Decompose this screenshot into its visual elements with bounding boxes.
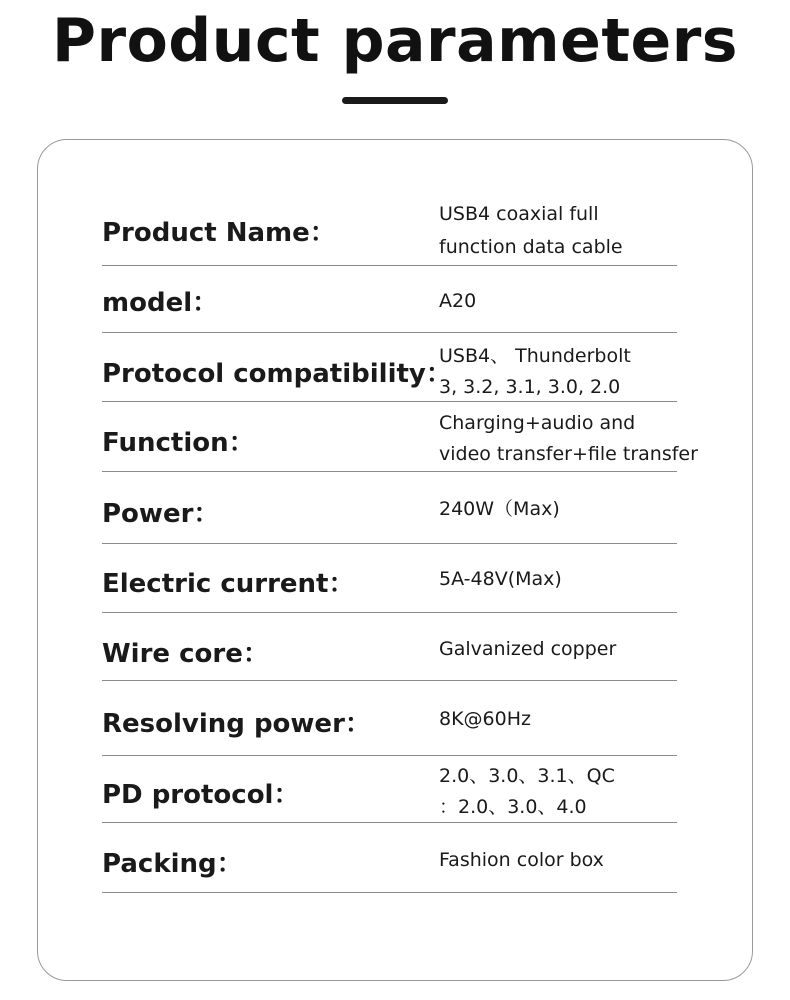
param-row <box>102 333 677 402</box>
param-value-line: 3, 3.2, 3.1, 3.0, 2.0 <box>439 376 621 398</box>
param-label: Wire core： <box>102 639 269 669</box>
param-row <box>102 544 677 613</box>
param-label: Protocol compatibility： <box>102 359 452 389</box>
param-row <box>102 681 677 756</box>
param-value-line: USB4、 Thunderbolt <box>439 345 631 367</box>
param-label: Power： <box>102 499 220 529</box>
page-title: Product parameters <box>52 6 738 76</box>
param-row <box>102 195 677 266</box>
param-value-line: video transfer+file transfer <box>439 443 698 465</box>
param-value-line: Galvanized copper <box>439 638 617 660</box>
param-row <box>102 402 698 472</box>
title-underline <box>342 97 448 104</box>
param-row <box>102 613 677 681</box>
param-value-line: A20 <box>439 290 477 312</box>
param-label: Product Name： <box>102 218 336 248</box>
param-value-line: 8K@60Hz <box>439 708 531 730</box>
param-label: Function： <box>102 428 255 458</box>
param-label: Packing： <box>102 849 243 879</box>
param-value-line: Fashion color box <box>439 849 604 871</box>
param-row <box>102 756 677 823</box>
param-value-line: 2.0、3.0、3.1、QC <box>439 765 615 787</box>
param-value-line: ：2.0、3.0、4.0 <box>439 796 587 818</box>
param-value-line: 240W（Max) <box>439 498 560 520</box>
param-label: model： <box>102 288 219 318</box>
param-label: PD protocol： <box>102 780 300 810</box>
param-label: Resolving power： <box>102 709 371 739</box>
param-value-line: Charging+audio and <box>439 412 636 434</box>
param-value-line: function data cable <box>439 236 623 258</box>
param-value-line: 5A-48V(Max) <box>439 568 562 590</box>
param-row <box>102 266 677 333</box>
param-row <box>102 472 677 544</box>
param-row <box>102 823 677 893</box>
param-label: Electric current： <box>102 569 355 599</box>
param-value-line: USB4 coaxial full <box>439 203 599 225</box>
